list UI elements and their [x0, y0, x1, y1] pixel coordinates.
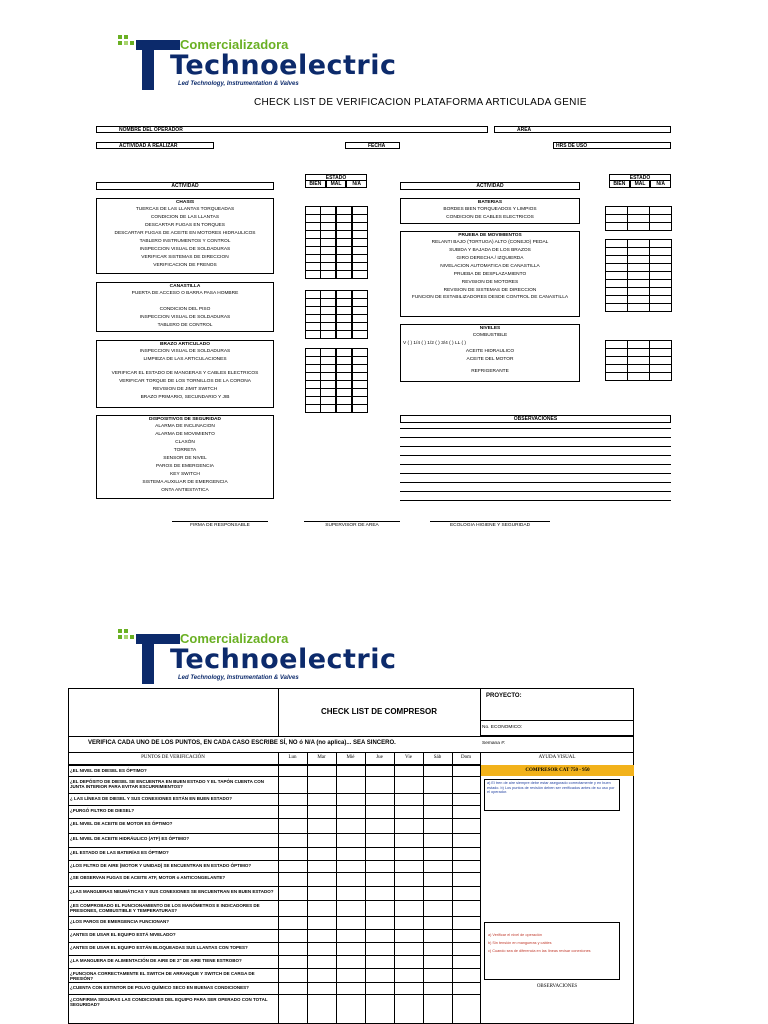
question-row[interactable]: [68, 916, 480, 929]
section-baterias: BATERIAS BORDES BIEN TORQUEADOS Y LIMPIOS CONDICION DE CABLES ELECTRICOS: [400, 198, 580, 224]
brand-logo-bottom: [114, 626, 397, 688]
question-row[interactable]: [68, 886, 480, 900]
check-grid-left[interactable]: [305, 206, 367, 409]
check-cell[interactable]: [649, 222, 672, 231]
day-column-line: [480, 752, 481, 1024]
question-text: ¿LA MANGUERA DE ALIMENTACIÓN DE AIRE DE 2" DE AIRE TIENE ESTROBO?: [70, 958, 242, 963]
row-divider-2: [68, 752, 634, 753]
sig-line-1: [172, 521, 268, 522]
check-cell[interactable]: [605, 303, 628, 312]
question-row[interactable]: [68, 968, 480, 982]
genie-title: CHECK LIST DE VERIFICACION PLATAFORMA ARTICULADA GENIE: [254, 97, 587, 108]
notes-bottom-box: [484, 922, 620, 980]
question-row[interactable]: [68, 818, 480, 833]
actividad-header-right: ACTIVIDAD: [400, 182, 580, 190]
proyecto-divider: [480, 720, 634, 721]
semana-label[interactable]: Semana #:: [482, 741, 506, 746]
section-brazo: BRAZO ARTICULADO INSPECCION VISUAL DE SOLDADURAS LIMPIEZA DE LAS ARTICULACIONES VERIFICAR EL ESTADO DE MANGERAS Y CABLES ELECTRICOS VERIFICAR TORQUE DE LOS TORNILLOS DE LA CORONA REVISION DE JIMIT SWITCH BRAZO PRIMARIO, SECUNDARIO Y JIB: [96, 340, 274, 408]
compresor-title: CHECK LIST DE COMPRESOR: [320, 707, 437, 716]
check-cell[interactable]: [605, 222, 628, 231]
check-cell[interactable]: [627, 372, 650, 381]
sig-ecologia: ECOLOGIA HIGIENE Y SEGURIDAD: [449, 523, 531, 528]
question-row[interactable]: [68, 860, 480, 872]
question-row[interactable]: [68, 805, 480, 818]
note-bottom-3: c) Cuando sea de diferencia en las líneas revisar conexiones: [488, 949, 591, 953]
header-divider: [278, 688, 279, 736]
field-hrs[interactable]: HRS DE USO: [553, 142, 671, 149]
question-row[interactable]: [68, 833, 480, 847]
check-cell[interactable]: [336, 270, 352, 279]
observaciones-line[interactable]: [400, 473, 671, 474]
question-text: ¿LAS MANGUERAS NEUMÁTICAS Y SUS CONEXIONES SE ENCUENTRAN EN BUEN ESTADO?: [70, 889, 274, 894]
check-cell[interactable]: [320, 404, 336, 413]
sig-supervisor: SUPERVISOR DE AREA: [325, 523, 379, 528]
question-row[interactable]: [68, 955, 480, 968]
field-fecha[interactable]: FECHA: [345, 142, 400, 149]
question-row[interactable]: [68, 793, 480, 805]
day-header: Sáb: [433, 755, 442, 760]
question-row[interactable]: [68, 994, 480, 1014]
brand-tagline: Led Technology, Instrumentation & Valves: [178, 675, 299, 681]
check-cell[interactable]: [352, 404, 368, 413]
brand-logo-top: [114, 32, 397, 94]
brand-tagline: Led Technology, Instrumentation & Valves: [178, 81, 299, 87]
section-canastilla: CANASTILLA PUERTA DE ACCESO O BARRA PASA HOMBRE CONDICION DEL PISO INSPECCION VISUAL DE SOLDADURAS TABLERO DE CONTROL: [96, 282, 274, 332]
section-seguridad: DISPOSITIVOS DE SEGURIDAD ALARMA DE INCLINACION ALARMA DE MOVIMIENTO CLAXÓN TORRETA SENSOR DE NIVEL PAROS DE EMERGENCIA KEY SWITCH SISTEMA AUXILIAR DE EMERGENCIA ONTA ANTIESTATICA: [96, 415, 274, 499]
note-top: a) El tren de aire siempre debe estar asegurado correctamente y en buen estado. b) Los puntos de revisión deben ser verificados antes de su uso por el operador.: [484, 779, 620, 811]
instruccion-text: VERIFICA CADA UNO DE LOS PUNTOS, EN CADA CASO ESCRIBE SÍ, NO ó N/A (no aplica)... SEA SINCERO.: [88, 740, 396, 746]
check-cell[interactable]: [627, 303, 650, 312]
brand-name: Technoelectric: [170, 644, 397, 675]
check-cell[interactable]: [320, 330, 336, 339]
day-header: Vie: [405, 755, 412, 760]
question-text: ¿ANTES DE USAR EL EQUIPO ESTÁ NIVELADO?: [70, 932, 176, 937]
question-text: ¿EL DEPÓSITO DE DIESEL SE ENCUENTRA EN BUEN ESTADO Y EL TAPÓN CUENTA CON JUNTA INTERIOR PARA EVITAR ESCURRIMIENTOS?: [70, 779, 264, 789]
question-text: ¿ES COMPROBADO EL FUNCIONAMIENTO DE LOS MANÓMETROS E INDICADORES DE PRESIONES, COMBUSTIBLE Y TEMPERATURAS?: [70, 903, 260, 913]
question-row[interactable]: [68, 929, 480, 942]
day-header: Jue: [376, 755, 383, 760]
question-row[interactable]: [68, 847, 480, 860]
field-actividad[interactable]: ACTIVIDAD A REALIZAR: [96, 142, 214, 149]
day-header: Dom: [461, 755, 471, 760]
check-cell[interactable]: [305, 270, 321, 279]
check-cell[interactable]: [352, 330, 368, 339]
observaciones-line[interactable]: [400, 455, 671, 456]
observaciones-line[interactable]: [400, 446, 671, 447]
observaciones-line[interactable]: [400, 437, 671, 438]
question-text: ¿EL NIVEL DE ACEITE DE MOTOR ES ÓPTIMO?: [70, 821, 173, 826]
row-divider-1: [68, 736, 634, 737]
actividad-header-left: ACTIVIDAD: [96, 182, 274, 190]
check-cell[interactable]: [627, 222, 650, 231]
day-header: Mié: [346, 755, 355, 760]
check-cell[interactable]: [649, 372, 672, 381]
check-cell[interactable]: [352, 270, 368, 279]
day-header: Mar: [317, 755, 326, 760]
check-cell[interactable]: [305, 330, 321, 339]
proyecto-label[interactable]: PROYECTO:: [486, 693, 522, 699]
check-cell[interactable]: [649, 303, 672, 312]
note-bottom-2: b) Sin tensión en mangueras y cables: [488, 941, 552, 945]
day-header: Lun: [288, 755, 297, 760]
check-cell[interactable]: [336, 330, 352, 339]
question-text: ¿ LAS LÍNEAS DE DIESEL Y SUS CONEXIONES ESTÁN EN BUEN ESTADO?: [70, 796, 232, 801]
question-row[interactable]: [68, 900, 480, 916]
observaciones-lines[interactable]: [400, 424, 671, 500]
question-row[interactable]: [68, 776, 480, 793]
question-text: ¿PURGÓ FILTRO DE DIESEL?: [70, 808, 135, 813]
note-bottom-1: a) Verificar el nivel de operación: [488, 933, 543, 937]
question-text: ¿SE OBSERVAN FUGAS DE ACEITE ATF, MOTOR o ANTICONGELANTE?: [70, 875, 226, 880]
question-text: ¿LOS PAROS DE EMERGENCIA FUNCIONAN?: [70, 919, 170, 924]
question-text: ¿EL NIVEL DE ACEITE HIDRÁULICO (ATF) ES ÓPTIMO?: [70, 836, 190, 841]
check-cell[interactable]: [320, 270, 336, 279]
check-cell[interactable]: [305, 404, 321, 413]
estado-header-right: ESTADO BIEN MAL N/A: [609, 174, 671, 188]
observaciones-line[interactable]: [400, 482, 671, 483]
question-text: ¿LOS FILTRO DE AIRE (MOTOR Y UNIDAD) SE ENCUENTRAN EN ESTADO ÓPTIMO?: [70, 863, 252, 868]
section-chasis: CHASIS TUERCAS DE LAS LLANTAS TORQUEADAS CONDICION DE LAS LLANTAS DESCARTAR FUGAS EN TORQUES DESCARTAR FUGAS DE ACEITE EN MOTORES HIDRAULICOS TABLERO INSTRUMENTOS Y CONTROL INSPECCION VISUAL DE SOLDADURAS VERIFICAR SISTEMAS DE DIRECCION VERIFICACION DE FRENOS: [96, 198, 274, 274]
observaciones-line[interactable]: [400, 428, 671, 429]
estado-header-left: ESTADO BIEN MAL N/A: [305, 174, 367, 188]
ayuda-header: AYUDA VISUAL: [538, 755, 576, 760]
question-text: ¿CUENTA CON EXTINTOR DE POLVO QUÍMICO SECO EN BUENAS CONDICIONES?: [70, 985, 249, 990]
section-niveles: NIVELES COMBUSTIBLE V ( ) 1/4 ( ) 1/2 ( ) 3/4 ( ) LL ( ) ACEITE HIDRAULICO ACEITE DEL MOTOR REFRIGERANTE: [400, 324, 580, 382]
field-area[interactable]: AREA: [494, 126, 671, 133]
economico-label[interactable]: No. ECONOMICO:: [482, 725, 523, 730]
question-row[interactable]: [68, 982, 480, 994]
question-text: ¿FUNCIONA CORRECTAMENTE EL SWITCH DE ARRANQUE Y SWITCH DE CARGA DE PRESIÓN?: [70, 971, 255, 981]
observaciones-line[interactable]: [400, 491, 671, 492]
sig-responsable: FIRMA DE RESPONSABLE: [190, 523, 250, 528]
observaciones-header: OBSERVACIONES: [400, 415, 671, 423]
sig-line-3: [430, 521, 550, 522]
field-operador[interactable]: NOMBRE DEL OPERADOR: [96, 126, 488, 133]
modelo-banner: COMPRESOR CAT 750 - 950: [481, 765, 634, 776]
observaciones-line[interactable]: [400, 464, 671, 465]
observaciones-line[interactable]: [400, 500, 671, 501]
brand-name: Technoelectric: [170, 50, 397, 81]
check-cell[interactable]: [336, 404, 352, 413]
question-text: ¿EL NIVEL DE DIESEL ES ÓPTIMO?: [70, 768, 147, 773]
section-movimientos: PRUEBA DE MOVIMIENTOS RELANTI BAJO (TORTUGA) ALTO (CONEJO) PEDAL SUBIDA Y BAJADA DE LOS BRAZOS GIRO DERECHA / IZQUIERDA NIVELACION AUTOMATICA DE CANASTILLA PRUEBA DE DESPLAZAMIENTO REVISION DE MOTORES REVISION DE SISTEMAS DE DIRECCION FUNCION DE ESTABILIZADORES DESDE CONTROL DE CANASTILLA: [400, 231, 580, 317]
compresor-observaciones: OBSERVACIONES: [536, 984, 578, 989]
check-grid-right[interactable]: [605, 206, 671, 382]
question-row[interactable]: [68, 765, 480, 776]
question-text: ¿EL ESTADO DE LAS BATERÍAS ES ÓPTIMO?: [70, 850, 169, 855]
brand-top-label: Comercializadora: [180, 631, 289, 646]
question-row[interactable]: [68, 872, 480, 886]
question-text: ¿ANTES DE USAR EL EQUIPO ESTÁN BLOQUEADAS SUS LLANTAS CON TOPES?: [70, 945, 248, 950]
sig-line-2: [304, 521, 400, 522]
puntos-header: PUNTOS DE VERIFICACIÓN: [141, 755, 205, 760]
check-cell[interactable]: [605, 372, 628, 381]
question-row[interactable]: [68, 942, 480, 955]
brand-top-label: Comercializadora: [180, 37, 289, 52]
question-text: ¿CONFIRMA SEGURAS LAS CONDICIONES DEL EQUIPO PARA SER OPERADO CON TOTAL SEGURIDAD?: [70, 997, 268, 1007]
